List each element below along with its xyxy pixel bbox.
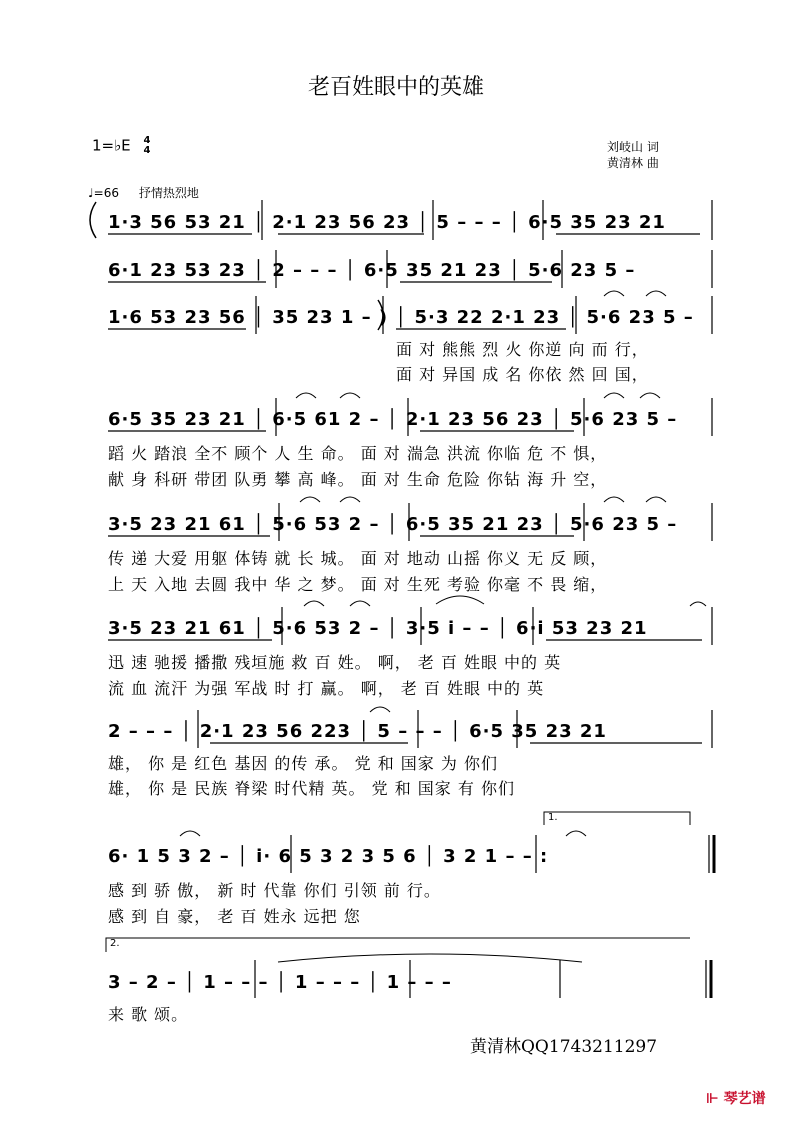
volta-1-label: 1.: [548, 812, 558, 823]
author-signature: 黄清林QQ1743211297: [470, 1037, 658, 1057]
volta-2-bracket: [106, 938, 690, 952]
key-label: 1=♭E: [92, 136, 131, 155]
system-3-lyrics-2: 面 对 异国 成 名 你依 然 回 国，: [396, 365, 649, 384]
system-8-notes: 6· 1 5 3 2 – │ i· 6 5 3 2 3 5 6 │ 3 2 1 – – :: [108, 846, 549, 867]
slurs: [180, 291, 706, 962]
system-7-notes: 2 – – – │ 2·1 23 56 223 │ 5 – – – │ 6·5 35 23 21: [108, 721, 607, 742]
system-3-notes: 1·6 53 23 56 │ 35 23 1 – ) │ 5·3 22 2·1 23 │ 5·6 23 5 –: [108, 307, 694, 328]
system-8-lyrics-2: 感 到 自 豪， 老 百 姓永 远把 您: [108, 907, 361, 926]
system-2-notes: 6·1 23 53 23 │ 2 – – – │ 6·5 35 21 23 │ 5·6 23 5 –: [108, 260, 636, 281]
repeat-open-paren: [90, 202, 96, 238]
system-1-notes: 1·3 56 53 21 │ 2·1 23 56 23 │ 5 – – – │ 6·5 35 23 21: [108, 212, 666, 233]
system-4-notes: 6·5 35 23 21 │ 6·5 61 2 – │ 2·1 23 56 23 │ 5·6 23 5 –: [108, 409, 678, 430]
volta-2-label: 2.: [110, 938, 120, 949]
system-4-lyrics-1: 蹈 火 踏浪 全不 顾个 人 生 命。 面 对 湍急 洪流 你临 危 不 惧，: [108, 444, 608, 463]
system-7-lyrics-2: 雄， 你 是 民族 脊梁 时代精 英。 党 和 国家 有 你们: [108, 779, 515, 798]
lyricist-credit: 刘岐山 词: [607, 140, 659, 154]
system-4-lyrics-2: 献 身 科研 带团 队勇 攀 高 峰。 面 对 生命 危险 你钻 海 升 空，: [108, 470, 608, 489]
final-barline: [706, 960, 711, 998]
time-top: 4: [143, 135, 151, 146]
system-3-lyrics-1: 面 对 熊熊 烈 火 你逆 向 而 行，: [396, 340, 649, 359]
system-9-notes: 3 – 2 – │ 1 – – – │ 1 – – – │ 1 – – –: [108, 972, 452, 993]
end-repeat-barline: [709, 835, 714, 873]
volta-1-bracket: [544, 812, 690, 825]
watermark-logo: ⊩ 琴艺谱: [706, 1091, 766, 1107]
beam-lines: [108, 234, 702, 743]
system-6-notes: 3·5 23 21 61 │ 5·6 53 2 – │ 3·5 i – – │ 6·i 53 23 21: [108, 618, 648, 639]
system-7-lyrics-1: 雄， 你 是 红色 基因 的传 承。 党 和 国家 为 你们: [108, 754, 498, 773]
system-6-lyrics-1: 迅 速 驰援 播撒 残垣施 救 百 姓。 啊， 老 百 姓眼 中的 英: [108, 653, 562, 672]
system-6-lyrics-2: 流 血 流汗 为强 军战 时 打 赢。 啊， 老 百 姓眼 中的 英: [108, 679, 545, 698]
repeat-close-paren: [378, 300, 383, 330]
watermark-text: 琴艺谱: [723, 1091, 766, 1107]
time-bottom: 4: [143, 145, 151, 156]
system-8-lyrics-1: 感 到 骄 傲， 新 时 代靠 你们 引领 前 行。: [108, 881, 441, 900]
composer-credit: 黄清林 曲: [607, 156, 659, 170]
system-5-lyrics-2: 上 天 入地 去圆 我中 华 之 梦。 面 对 生死 考验 你毫 不 畏 缩，: [108, 575, 608, 594]
system-5-lyrics-1: 传 递 大爱 用躯 体铸 就 长 城。 面 对 地动 山摇 你义 无 反 顾，: [108, 549, 608, 568]
expression-text: 抒情热烈地: [138, 186, 199, 200]
system-9-lyrics-1: 来 歌 颂。: [108, 1005, 189, 1024]
barlines: [198, 200, 712, 998]
tempo-value: ♩=66: [88, 186, 119, 200]
page-title: 老百姓眼中的英雄: [307, 75, 484, 100]
system-5-notes: 3·5 23 21 61 │ 5·6 53 2 – │ 6·5 35 21 23 │ 5·6 23 5 –: [108, 514, 678, 535]
